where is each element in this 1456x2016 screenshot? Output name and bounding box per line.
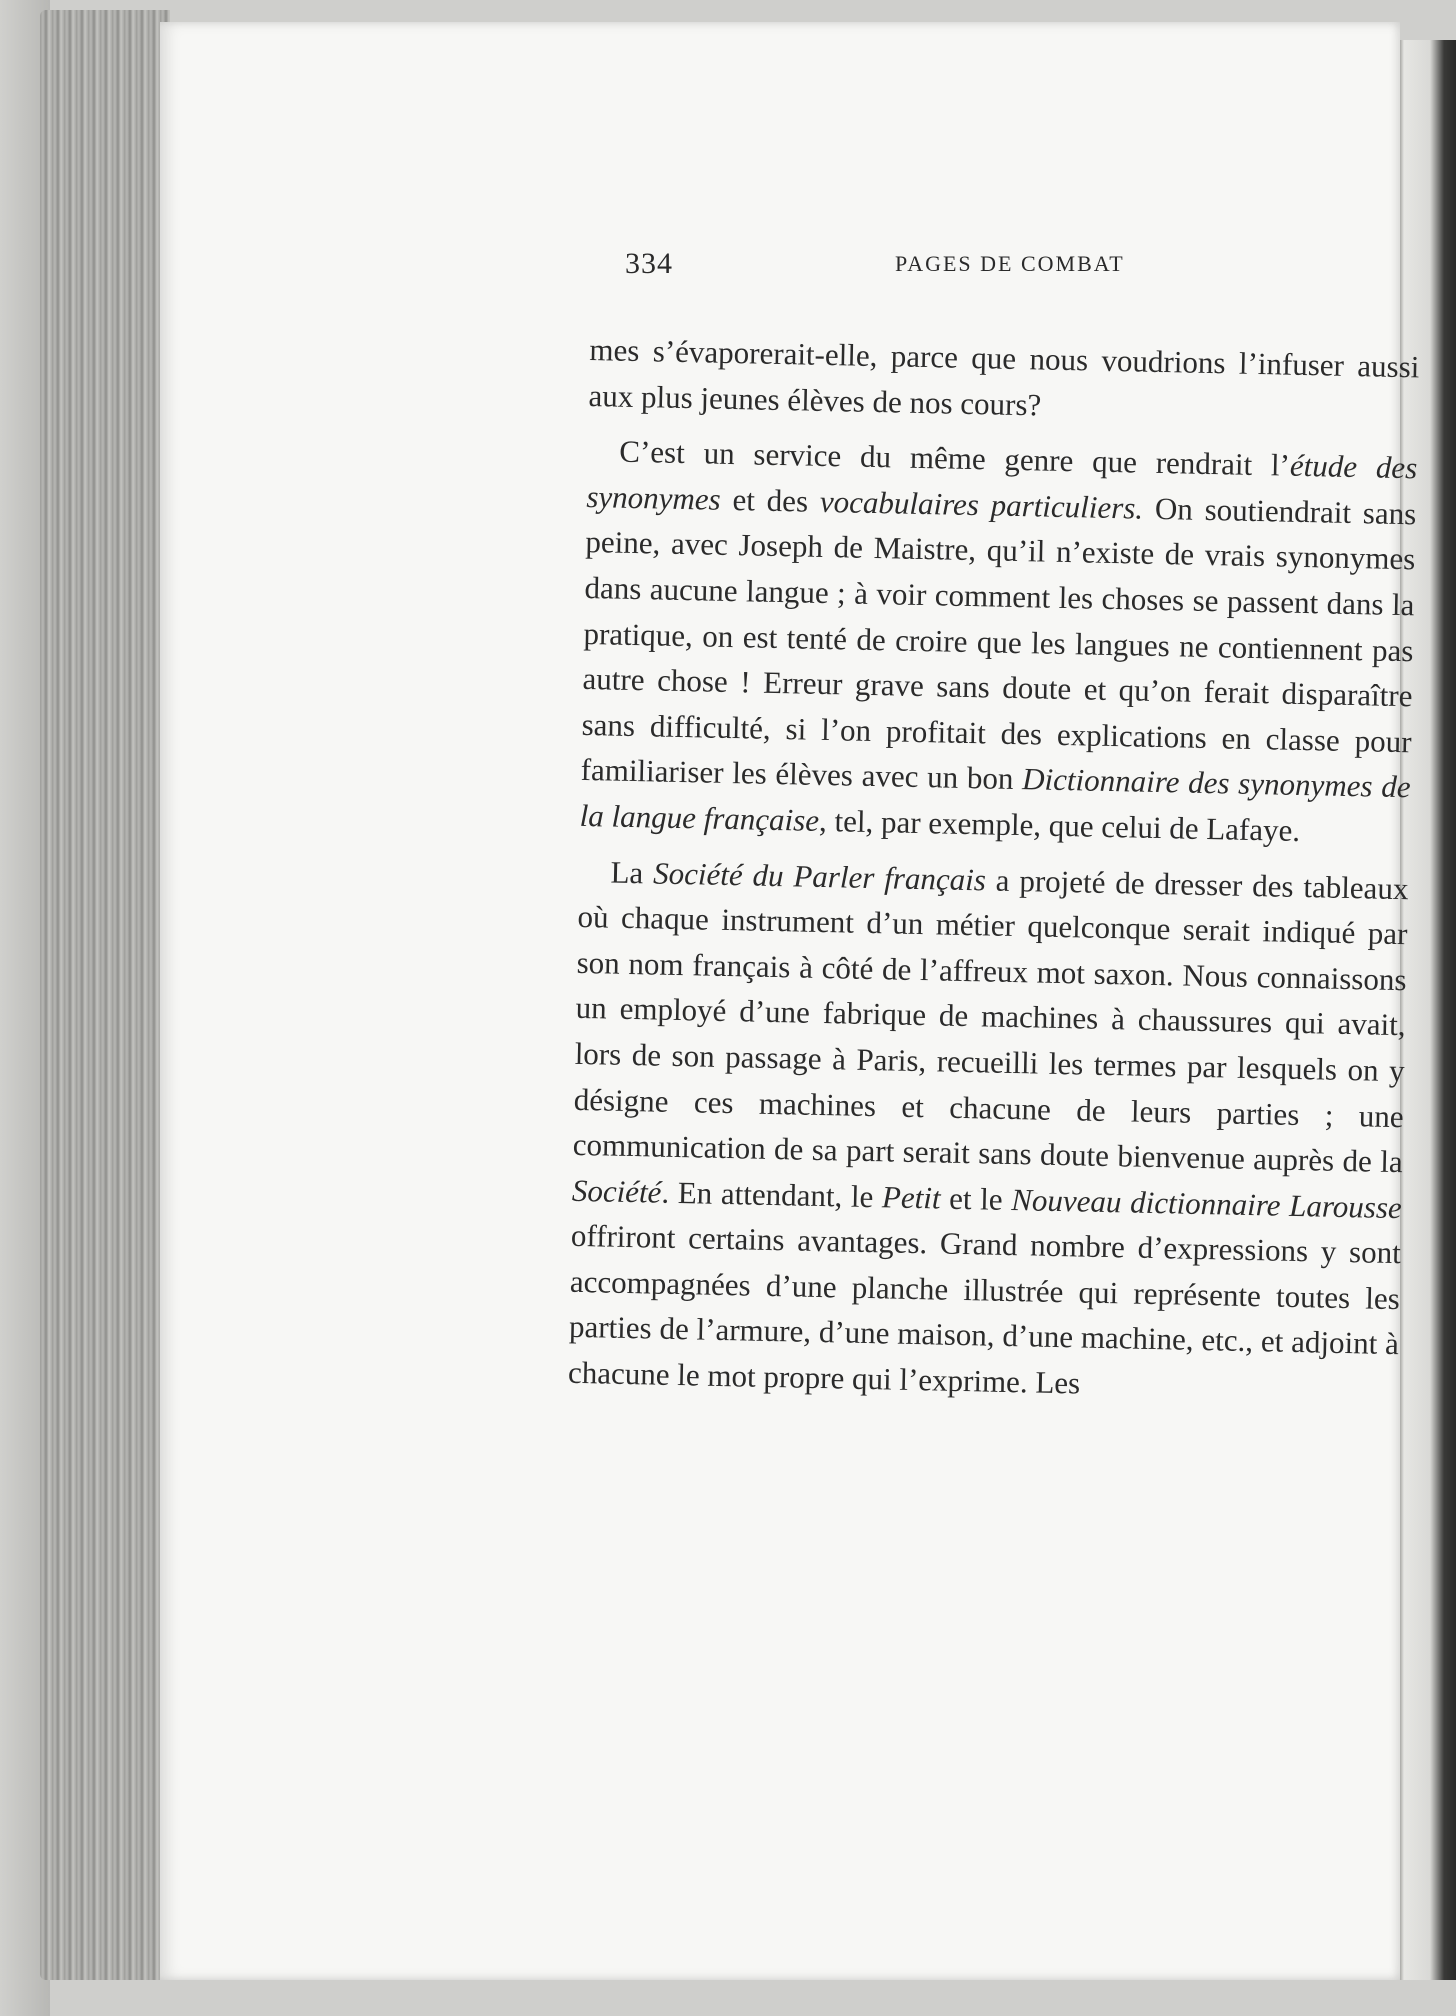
paragraph-1-text: mes s’évaporerait-elle, parce que nous voudrions l’infuser aussi aux plus jeunes élèves de nos cours? [588, 331, 1420, 423]
paragraph-3-italic-4: Nouveau dictionnaire Larousse [1010, 1181, 1403, 1225]
page-number: 334 [625, 247, 673, 280]
book-page [160, 22, 1420, 1980]
paragraph-2-italic-1: étude des synonymes [586, 447, 1418, 517]
paragraph-2 [579, 428, 1417, 856]
paragraph-2-text-3: On soutiendrait sans peine, avec Joseph de Maistre, qu’il n’existe de vrais synonymes dans aucune langue ; à voir comment les choses se passent dans la pratique, on est tenté de croire que les langues ne contiennent pas autre chose ! Erreur grave sans doute et qu’on ferait disparaître sans difficulté, si l’on profitait des explications en classe pour familiariser les élèves avec un bon [580, 490, 1417, 797]
running-title: PAGES DE COMBAT [895, 251, 1125, 276]
paragraph-2-italic-3: Dictionnaire des synonymes de la langue française [579, 761, 1411, 838]
paragraph-3-text-2: a projeté de dresser des tableaux où chaque instrument d’un métier quelconque serait indiqué par son nom français à côté de l’affreux mot saxon. Nous connaissons un employé d’une fabrique de machines à chaussures qui avait, lors de son passage à Paris, recueilli les termes par lesquels on y désigne ces machines et chacune de leurs parties ; une communication de sa part serait sans doute bienvenue auprès de la [572, 861, 1409, 1180]
paragraph-1 [588, 327, 1420, 436]
body-text [567, 327, 1419, 1423]
paragraph-3-italic-1: Société du Parler français [652, 854, 987, 897]
paragraph-2-italic-2: vocabulaires particuliers. [819, 483, 1144, 526]
paragraph-2-text-2: et des [720, 481, 821, 519]
paragraph-3-text-5: offriront certains avantages. Grand nombre d’expressions y sont accompagnées d’une planche illustrée qui représente toutes les parties de l’armure, d’une maison, d’une machine, etc., et adjoint à chacune le mot propre qui l’exprime. Les [567, 1218, 1402, 1401]
paragraph-2-text-4: , tel, par exemple, que celui de Lafaye. [818, 802, 1301, 848]
paragraph-3-text-1: La [610, 854, 654, 890]
book-page-edges-left [40, 10, 170, 1980]
paragraph-3-italic-3: Petit [881, 1178, 941, 1216]
paragraph-3-text-3: . En attendant, le [661, 1174, 883, 1214]
page-header [625, 247, 1420, 287]
paragraph-2-text-1: C’est un service du même genre que rendrait l’ [619, 433, 1291, 483]
paragraph-3 [568, 848, 1409, 1412]
paragraph-3-italic-2: Société [571, 1172, 662, 1210]
paragraph-3-text-4: et le [940, 1180, 1012, 1217]
